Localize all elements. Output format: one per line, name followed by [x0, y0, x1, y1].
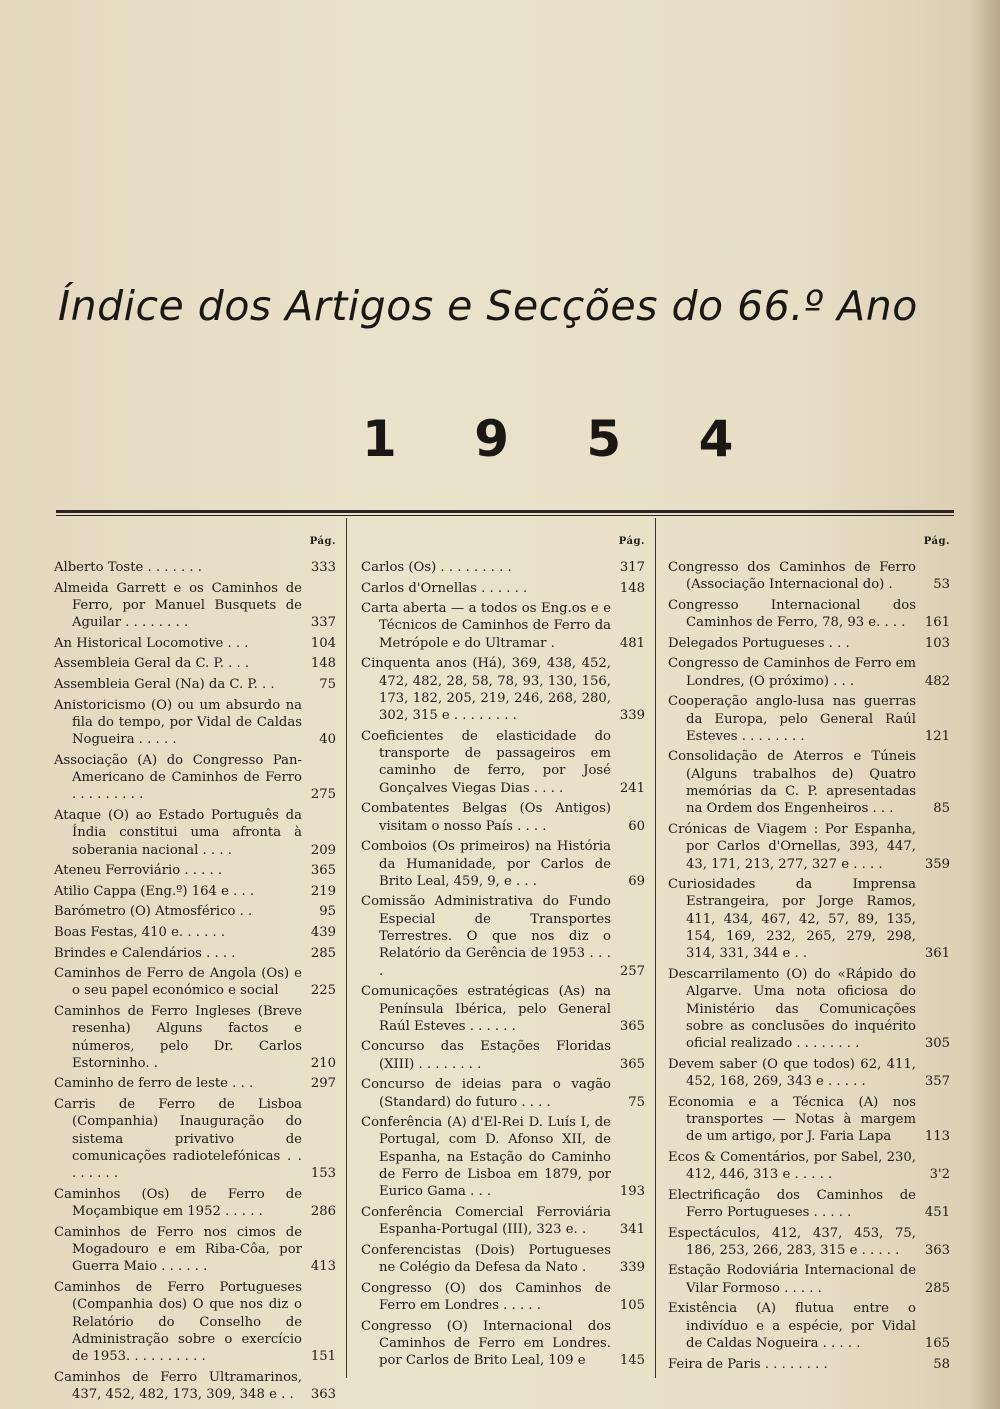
page-title: Índice dos Artigos e Secções do 66.º Ano: [58, 282, 918, 330]
entry-title: Coeficientes de elasticidade do transporte de passageiros em caminho de ferro, por José Gonçalves Viegas Dias . . . .: [361, 728, 611, 796]
index-entry: [361, 800, 645, 835]
entry-title: Devem saber (O que todos) 62, 411, 452, 168, 269, 343 e . . . . .: [668, 1056, 916, 1089]
entry-page-number: 219: [310, 883, 336, 899]
entry-page-number: 53: [933, 577, 950, 593]
index-entry: [668, 1262, 950, 1297]
entry-title: Associação (A) do Congresso Pan-Americano de Caminhos de Ferro . . . . . . . . .: [54, 752, 302, 803]
entry-page-number: 103: [924, 635, 950, 651]
entry-page-number: 363: [924, 1242, 950, 1258]
entry-page-number: 113: [924, 1129, 950, 1145]
entry-title: Concurso das Estações Floridas (XIII) . . . . . . . .: [361, 1039, 611, 1072]
entry-page-number: 337: [310, 615, 336, 631]
entry-title: Curiosidades da Imprensa Estrangeira, por Jorge Ramos, 411, 434, 467, 42, 57, 89, 135, 154, 169, 232, 265, 279, 298, 314, 331, 344 e . .: [668, 877, 916, 962]
index-entry: [668, 559, 950, 594]
index-entry: [361, 893, 645, 979]
entry-page-number: 357: [924, 1073, 950, 1089]
entry-page-number: 286: [310, 1204, 336, 1220]
entry-title: Estação Rodoviária Internacional de Vilar Formoso . . . . .: [668, 1263, 916, 1296]
index-entry: [54, 1096, 336, 1182]
entry-page-number: 148: [619, 580, 645, 596]
entry-title: Assembleia Geral (Na) da C. P. . .: [54, 676, 275, 692]
page-column-header: Pág.: [618, 536, 645, 547]
index-entry: [54, 580, 336, 632]
entry-page-number: 339: [619, 1260, 645, 1276]
index-entry: [361, 1204, 645, 1239]
entry-title: Almeida Garrett e os Caminhos de Ferro, por Manuel Busquets de Aguilar . . . . . . . .: [54, 580, 302, 631]
index-entry: [361, 1242, 645, 1277]
entry-page-number: 151: [310, 1349, 336, 1365]
index-entry: [54, 1369, 336, 1404]
entry-page-number: 333: [310, 560, 336, 575]
entry-page-number: 85: [933, 801, 950, 817]
entry-title: Carlos d'Ornellas . . . . . .: [361, 580, 528, 596]
index-entry: [54, 883, 336, 900]
entry-title: Comunicações estratégicas (As) na Península Ibérica, pelo General Raúl Esteves . . . . . .: [361, 984, 611, 1034]
index-entry: [361, 1318, 645, 1370]
index-entry: [54, 1003, 336, 1072]
index-entry: [54, 862, 336, 879]
index-entry: [668, 597, 950, 632]
entry-title: Concurso de ideias para o vagão (Standard) do futuro . . . .: [361, 1077, 611, 1110]
index-entry: [54, 965, 336, 1000]
index-entry: [54, 945, 336, 962]
entry-page-number: 145: [619, 1353, 645, 1369]
index-entry: [668, 1187, 950, 1222]
page-edge-shadow: [970, 0, 1000, 1409]
entry-title: Brindes e Calendários . . . .: [54, 945, 236, 961]
index-entry: [361, 600, 645, 652]
entry-page-number: 75: [319, 676, 336, 692]
entry-page-number: 339: [619, 708, 645, 724]
entry-page-number: 225: [310, 983, 336, 999]
entry-page-number: 285: [924, 1280, 950, 1296]
entry-title: Cinquenta anos (Há), 369, 438, 452, 472, 482, 28, 58, 78, 93, 130, 156, 173, 182, 205, 219, 246, 268, 280, 302, 315 e . . . . . . . .: [361, 656, 611, 724]
entry-title: Assembleia Geral da C. P. . . .: [54, 656, 250, 672]
index-entry: [361, 838, 645, 890]
index-column-3: [668, 536, 950, 1376]
entry-page-number: 482: [924, 673, 950, 689]
index-entry: [668, 1149, 950, 1184]
entry-title: Conferência (A) d'El-Rei D. Luís I, de Portugal, com D. Afonso XII, de Espanha, na Estação do Caminho de Ferro de Lisboa em 1879, por Eurico Gama . . .: [361, 1115, 611, 1200]
index-entry: [54, 559, 336, 576]
index-entry: [54, 1224, 336, 1276]
entry-page-number: 365: [310, 863, 336, 879]
entry-title: Ataque (O) ao Estado Português da Índia constitui uma afronta à soberania nacional . . . .: [54, 807, 302, 858]
entry-page-number: 241: [619, 780, 645, 796]
entry-title: Caminhos de Ferro Ingleses (Breve resenha) Alguns factos e números, pelo Dr. Carlos Estorninho. .: [54, 1003, 302, 1071]
column-divider-2: [655, 518, 656, 1378]
entry-title: Caminhos de Ferro Ultramarinos, 437, 452, 482, 173, 309, 348 e . .: [54, 1369, 302, 1402]
entry-title: Caminhos de Ferro de Angola (Os) e o seu papel económico e social: [54, 966, 302, 999]
page-column-header: Pág.: [923, 536, 950, 547]
index-entry: [54, 635, 336, 652]
index-entry: [668, 966, 950, 1052]
index-entry: [54, 1279, 336, 1365]
entry-title: Ecos & Comentários, por Sabel, 230, 412, 446, 313 e . . . . .: [668, 1149, 916, 1183]
index-entry: [668, 1225, 950, 1260]
entry-title: Consolidação de Aterros e Túneis (Alguns trabalhos de) Quatro memórias da C. P. apresentadas na Ordem dos Engenheiros . . .: [668, 749, 916, 817]
index-entry: [361, 728, 645, 797]
index-entry: [668, 1300, 950, 1352]
entry-title: Crónicas de Viagem : Por Espanha, por Carlos d'Ornellas, 393, 447, 43, 171, 213, 277, 327 e . . . .: [668, 821, 916, 872]
entry-page-number: 193: [619, 1184, 645, 1200]
entry-title: Congresso (O) dos Caminhos de Ferro em Londres . . . . .: [361, 1280, 611, 1314]
entry-title: Comissão Administrativa do Fundo Especial de Transportes Terrestres. O que nos diz o Relatório da Gerência de 1953 . . . .: [361, 894, 611, 979]
entry-page-number: 153: [310, 1166, 336, 1182]
column-divider-1: [346, 518, 347, 1378]
entry-page-number: 104: [310, 635, 336, 651]
entry-page-number: 363: [310, 1387, 336, 1402]
entry-page-number: 413: [310, 1259, 336, 1275]
header-rule-thick: [56, 510, 954, 513]
entry-title: Boas Festas, 410 e. . . . . .: [54, 924, 226, 940]
entry-title: Comboios (Os primeiros) na História da Humanidade, por Carlos de Brito Leal, 459, 9, e . . .: [361, 839, 611, 889]
entry-page-number: 75: [628, 1094, 645, 1110]
entry-title: Caminhos de Ferro nos cimos de Mogadouro e em Riba-Côa, por Guerra Maio . . . . . .: [54, 1224, 302, 1275]
index-entry: [668, 876, 950, 962]
entry-title: Conferencistas (Dois) Portugueses ne Colégio da Defesa da Nato .: [361, 1242, 611, 1276]
index-entry: [361, 1280, 645, 1315]
entry-title: Combatentes Belgas (Os Antigos) visitam o nosso País . . . .: [361, 801, 611, 834]
page-year: 1 9 5 4: [362, 410, 764, 468]
entry-title: Carta aberta — a todos os Eng.os e e Técnicos de Caminhos de Ferro da Metrópole e do Ultramar .: [361, 601, 611, 651]
entry-title: Feira de Paris . . . . . . . .: [668, 1356, 828, 1372]
index-entry: [54, 924, 336, 941]
entry-page-number: 209: [310, 842, 336, 858]
index-entry: [54, 655, 336, 672]
entry-title: Congresso Internacional dos Caminhos de Ferro, 78, 93 e. . . .: [668, 597, 916, 631]
entry-title: Conferência Comercial Ferroviária Espanha-Portugal (III), 323 e. .: [361, 1204, 611, 1238]
entry-title: Existência (A) flutua entre o indivíduo e a espécie, por Vidal de Caldas Nogueira . . . . .: [668, 1301, 916, 1351]
index-entry: [668, 693, 950, 745]
entry-page-number: 121: [924, 728, 950, 744]
index-entry: [361, 1038, 645, 1073]
entry-title: Delegados Portugueses . . .: [668, 635, 850, 651]
entry-page-number: 341: [619, 1222, 645, 1238]
entry-title: Anistoricismo (O) ou um absurdo na fila do tempo, por Vidal de Caldas Nogueira . . . . .: [54, 697, 302, 748]
entry-title: Congresso dos Caminhos de Ferro (Associação Internacional do) .: [668, 560, 916, 593]
entry-title: Economia e a Técnica (A) nos transportes — Notas à margem de um artigo, por J. Faria Lapa: [668, 1094, 916, 1145]
entry-page-number: 317: [619, 560, 645, 575]
entry-title: Ateneu Ferroviário . . . . .: [54, 863, 223, 879]
entry-title: Caminho de ferro de leste . . .: [54, 1076, 254, 1092]
header-rule-thin: [56, 515, 954, 516]
entry-page-number: 285: [310, 945, 336, 961]
index-column-2: [361, 536, 645, 1373]
index-entry: [54, 1075, 336, 1092]
entry-page-number: 165: [924, 1335, 950, 1351]
entry-title: Atilio Cappa (Eng.º) 164 e . . .: [54, 883, 255, 899]
entry-title: Descarrilamento (O) do «Rápido do Algarve. Uma nota oficiosa do Ministério das Comunicações sobre as conclusões do inquérito oficial realizado . . . . . . . .: [668, 966, 916, 1052]
entry-page-number: 148: [310, 656, 336, 672]
index-entry: [361, 580, 645, 597]
entry-page-number: 58: [933, 1356, 950, 1372]
entry-page-number: 365: [619, 1018, 645, 1034]
entry-page-number: 275: [310, 787, 336, 803]
index-entry: [668, 1056, 950, 1091]
index-entry: [54, 697, 336, 749]
index-entry: [668, 635, 950, 652]
index-entry: [361, 655, 645, 724]
entry-page-number: 365: [619, 1056, 645, 1072]
entry-page-number: 451: [924, 1204, 950, 1220]
index-entry: [668, 655, 950, 690]
entry-page-number: 210: [310, 1055, 336, 1071]
index-entry: [668, 1094, 950, 1146]
entry-page-number: 60: [628, 818, 645, 834]
entry-page-number: 481: [619, 635, 645, 651]
index-entry: [668, 748, 950, 817]
entry-page-number: 95: [319, 904, 336, 920]
entry-title: Carlos (Os) . . . . . . . . .: [361, 560, 512, 575]
index-entry: [361, 1114, 645, 1200]
entry-page-number: 297: [310, 1076, 336, 1092]
entry-title: Barómetro (O) Atmosférico . .: [54, 904, 253, 920]
entry-page-number: 439: [310, 924, 336, 940]
entry-page-number: 361: [924, 946, 950, 962]
entry-page-number: 257: [619, 963, 645, 979]
page-column-header: Pág.: [309, 536, 336, 547]
entry-title: Electrificação dos Caminhos de Ferro Portugueses . . . . .: [668, 1187, 916, 1220]
entry-page-number: 305: [924, 1036, 950, 1052]
entry-title: Caminhos de Ferro Portugueses (Companhia dos) O que nos diz o Relatório do Conselho de Administração sobre o exercício de 1953. . . . . . . . . .: [54, 1279, 302, 1365]
index-entry: [361, 983, 645, 1035]
index-entry: [361, 559, 645, 576]
index-column-1: [54, 536, 336, 1407]
entry-title: Espectáculos, 412, 437, 453, 75, 186, 253, 266, 283, 315 e . . . . .: [668, 1225, 916, 1258]
entry-title: Congresso (O) Internacional dos Caminhos de Ferro em Londres. por Carlos de Brito Leal, 109 e: [361, 1318, 611, 1369]
index-entry: [361, 1076, 645, 1111]
index-entry: [54, 807, 336, 859]
entry-page-number: 359: [924, 856, 950, 872]
entry-page-number: 40: [319, 732, 336, 748]
entry-title: Congresso de Caminhos de Ferro em Londres, (O próximo) . . .: [668, 656, 916, 689]
entry-title: An Historical Locomotive . . .: [54, 635, 249, 651]
entry-title: Caminhos (Os) de Ferro de Moçambique em 1952 . . . . .: [54, 1186, 302, 1220]
index-entry: [54, 1186, 336, 1221]
index-entry: [668, 1356, 950, 1373]
entry-title: Carris de Ferro de Lisboa (Companhia) Inauguração do sistema privativo de comunicações radiotelefónicas . . . . . . . .: [54, 1097, 302, 1182]
entry-title: Cooperação anglo-lusa nas guerras da Europa, pelo General Raúl Esteves . . . . . . . .: [668, 694, 916, 744]
entry-page-number: 105: [619, 1298, 645, 1314]
index-entry: [668, 821, 950, 873]
entry-page-number: 161: [924, 615, 950, 631]
index-entry: [54, 752, 336, 804]
index-entry: [54, 903, 336, 920]
index-entry: [54, 676, 336, 693]
entry-page-number: 69: [628, 873, 645, 889]
entry-page-number: 3'2: [929, 1167, 950, 1183]
entry-title: Alberto Toste . . . . . . .: [54, 560, 202, 575]
